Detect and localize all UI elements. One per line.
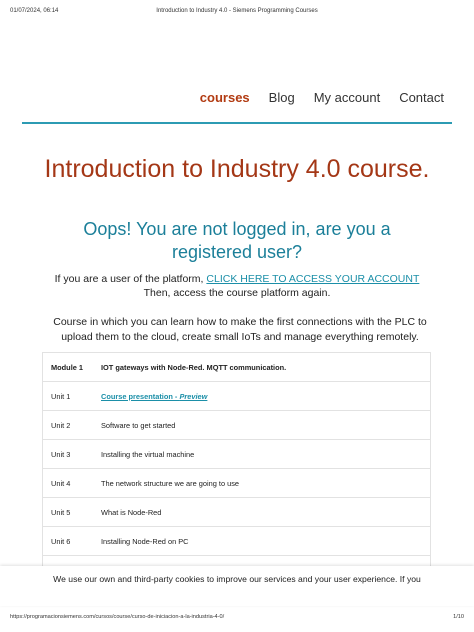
module-table [42, 352, 431, 585]
unit-number: Unit 6 [43, 527, 94, 556]
nav-contact[interactable]: Contact [399, 90, 444, 105]
unit-number: Unit 4 [43, 469, 94, 498]
module-number: Module 1 [43, 353, 94, 382]
table-row [43, 411, 431, 440]
table-row [43, 440, 431, 469]
cookie-banner [0, 566, 474, 606]
unit-number: Unit 2 [43, 411, 94, 440]
print-datetime: 01/07/2024, 06:14 [10, 8, 59, 14]
access-then-text: Then, access the course platform again. [143, 287, 331, 299]
preview-badge: Preview [179, 391, 208, 401]
course-presentation-link[interactable] [101, 392, 207, 401]
not-logged-in-heading: Oops! You are not logged in, are you a registered user? [83, 219, 391, 262]
unit-title: Installing Node-Red on PC [93, 527, 431, 556]
cookie-text: We use our own and third-party cookies to improve our services and your user experience. If you [53, 574, 421, 584]
module-header-row [43, 353, 431, 382]
nav-blog[interactable]: Blog [268, 90, 295, 105]
nav-divider [22, 122, 452, 124]
unit-number: Unit 1 [43, 382, 94, 411]
unit-number: Unit 3 [43, 440, 94, 469]
print-page-title: Introduction to Industry 4.0 - Siemens Programming Courses [156, 8, 318, 14]
print-page-number: 1/10 [453, 614, 464, 620]
print-url: https://programacionsiemens.com/cursos/course/curso-de-iniciacion-a-la-industria-4-0/ [10, 614, 225, 620]
table-row [43, 527, 431, 556]
unit-title-cell [93, 382, 431, 411]
table-row [43, 382, 431, 411]
table-row [43, 498, 431, 527]
unit-title: Software to get started [93, 411, 431, 440]
access-prefix: If you are a user of the platform, [54, 273, 207, 285]
unit-title: The network structure we are going to use [93, 469, 431, 498]
nav-courses[interactable]: courses [199, 90, 250, 105]
nav-my-account[interactable]: My account [313, 90, 381, 105]
print-header [10, 8, 464, 14]
unit-title: Course presentation - [101, 391, 180, 401]
module-title: IOT gateways with Node-Red. MQTT communication. [93, 353, 431, 382]
access-account-link[interactable]: CLICK HERE TO ACCESS YOUR ACCOUNT [206, 273, 420, 285]
table-row [43, 469, 431, 498]
course-description: Course in which you can learn how to make the first connections with the PLC to upload them to the cloud, create small IoTs and manage everything remotely. [53, 316, 427, 343]
unit-title: Installing the virtual machine [93, 440, 431, 469]
unit-number: Unit 5 [43, 498, 94, 527]
main-nav [200, 90, 444, 105]
unit-title: What is Node-Red [93, 498, 431, 527]
print-footer [10, 614, 464, 620]
page-title: Introduction to Industry 4.0 course. [44, 155, 430, 183]
access-notice [0, 272, 474, 300]
